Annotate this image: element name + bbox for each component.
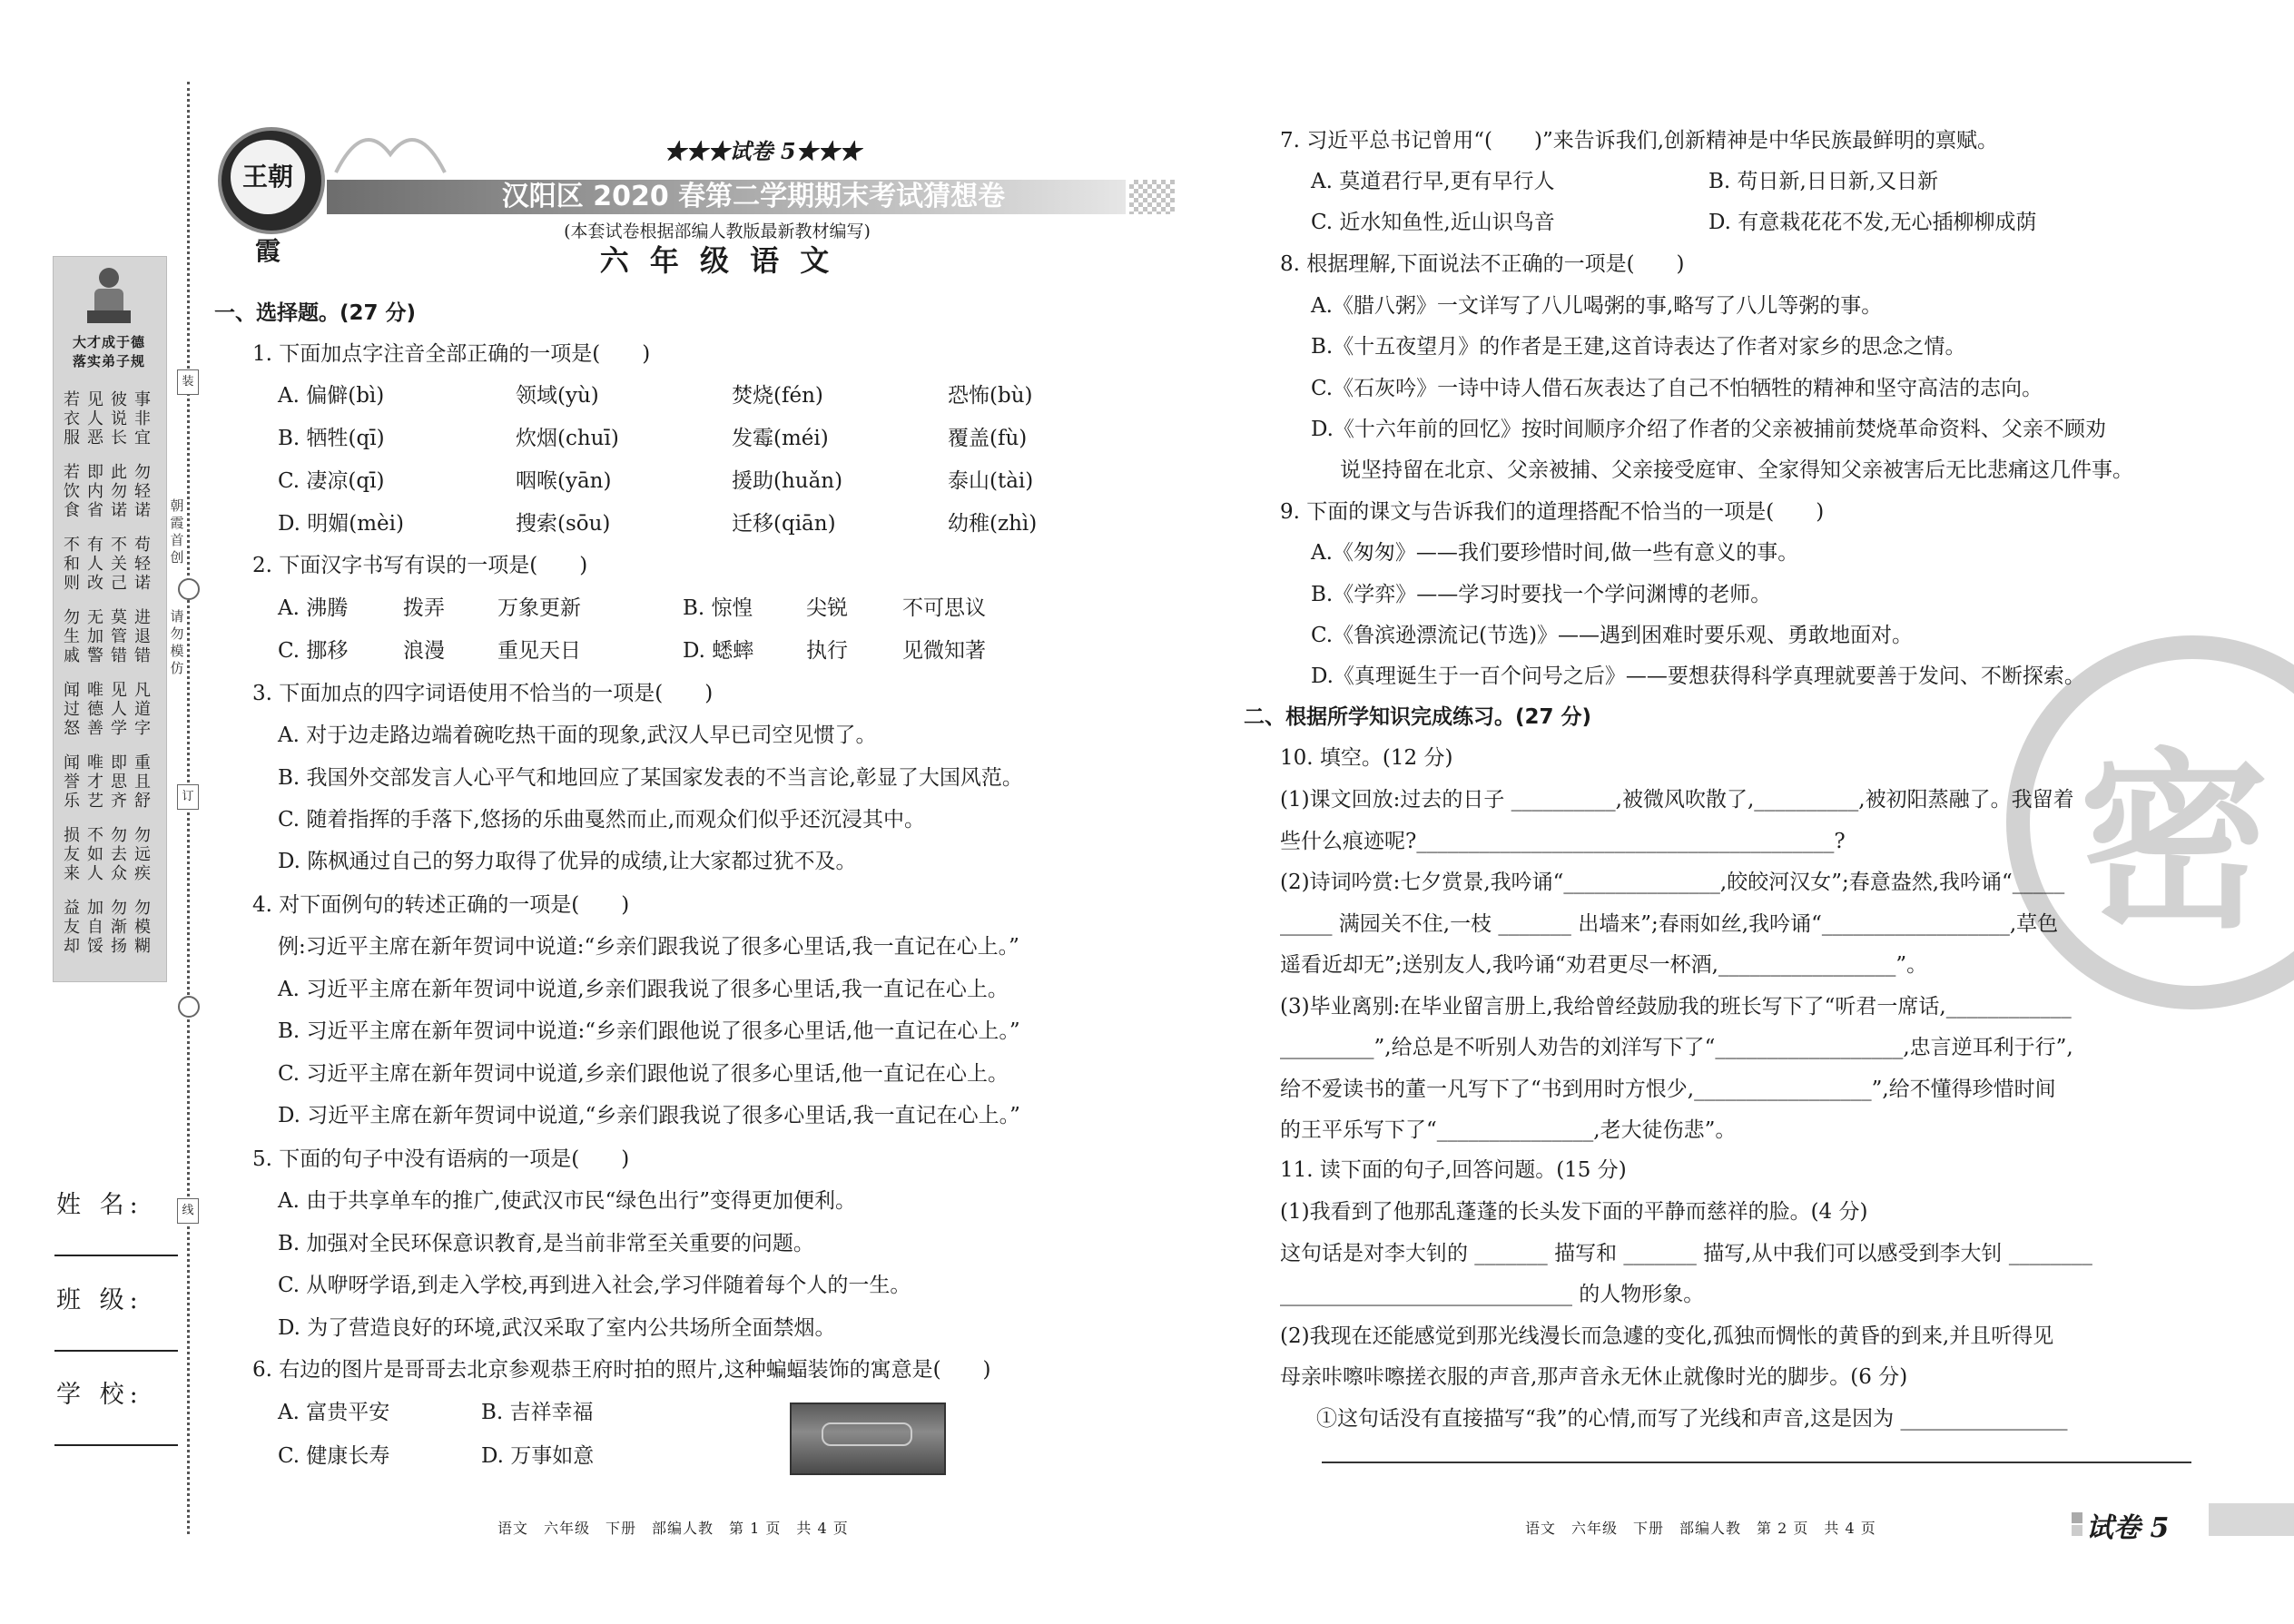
corner-square-2 <box>2072 1525 2082 1536</box>
q11-line: (1)我看到了他那乱蓬蓬的长头发下面的平静而慈祥的脸。(4 分) <box>1280 1200 1868 1224</box>
exam-subtitle: (本套试卷根据部编人教版最新教材编写) <box>564 221 871 241</box>
q1-option-cell: 泰山(tài) <box>948 469 1034 493</box>
motto-column: 不如人 <box>87 826 103 883</box>
motto-column: 唯才艺 <box>87 753 103 811</box>
motto-column: 凡道字 <box>134 681 151 738</box>
q8-option-a: A.《腊八粥》一文详写了八儿喝粥的事,略写了八儿等粥的事。 <box>1311 294 1883 318</box>
q5-option-d: D. 为了营造良好的环境,武汉采取了室内公共场所全面禁烟。 <box>278 1316 836 1340</box>
motto-title-line-2: 落实弟子规 <box>72 353 145 369</box>
q10-line: _____ 满园关不住,一枝 _______ 出墙来”;春雨如丝,我吟诵“__________________,草色 <box>1280 911 2059 936</box>
q2-option-cell: 浪漫 <box>403 639 445 663</box>
q2-option-cell: C. 挪移 <box>278 639 349 663</box>
school-label: 学 校: <box>56 1381 143 1409</box>
q1-option-cell: 炊烟(chuī) <box>516 427 619 450</box>
q3-option-d: D. 陈枫通过自己的努力取得了优异的成绩,让大家都过犹不及。 <box>278 850 857 873</box>
q3-option-a: A. 对于边走路边端着碗吃热干面的现象,武汉人早已司空见惯了。 <box>278 723 877 747</box>
q4-option-b: B. 习近平主席在新年贺词中说道:“乡亲们跟他说了很多心里话,他一直记在心上。” <box>278 1019 1020 1043</box>
q1-option-cell: B. 牺牲(qī) <box>278 427 385 450</box>
q5-option-c: C. 从咿呀学语,到走入学校,再到进入社会,学习伴随着每个人的一生。 <box>278 1274 911 1297</box>
right-page-footer: 语文 六年级 下册 部编人教 第 2 页 共 4 页 <box>1525 1520 1876 1537</box>
q6-stem: 6. 右边的图片是哥哥去北京参观恭王府时拍的照片,这种蝙蝠装饰的寓意是( ) <box>252 1358 991 1382</box>
motto-column: 加自馁 <box>87 899 103 956</box>
q3-option-b: B. 我国外交部发言人心平气和地回应了某国家发表的不当言论,彰显了大国风范。 <box>278 766 1023 790</box>
motto-column: 有人改 <box>87 536 103 593</box>
motto-title-line-1: 大才成于德 <box>72 334 145 350</box>
q5-option-b: B. 加强对全民环保意识教育,是当前非常至关重要的问题。 <box>278 1232 814 1255</box>
motto-column: 若衣服 <box>64 390 80 448</box>
q4-option-a: A. 习近平主席在新年贺词中说道,乡亲们跟我说了很多心里话,我一直记在心上。 <box>278 978 1009 1001</box>
q10-stem: 10. 填空。(12 分) <box>1280 746 1453 770</box>
q2-option-cell: A. 沸腾 <box>278 596 349 620</box>
left-page-footer: 语文 六年级 下册 部编人教 第 1 页 共 4 页 <box>497 1520 849 1537</box>
watermark-stamp-char: 密 <box>2079 730 2270 954</box>
q2-option-cell: 尖锐 <box>806 596 848 620</box>
vertical-note-2: 请勿模仿 <box>170 608 184 676</box>
binding-ring-2 <box>178 996 200 1018</box>
motto-column: 见人恶 <box>87 390 103 448</box>
q4-stem: 4. 对下面例句的转述正确的一项是( ) <box>252 893 630 917</box>
motto-column: 闻誉乐 <box>64 753 80 811</box>
q1-stem: 1. 下面加点字注音全部正确的一项是( ) <box>252 342 651 366</box>
motto-column: 唯德善 <box>87 681 103 738</box>
q11-line: ____________________________ 的人物形象。 <box>1280 1283 1705 1306</box>
motto-column: 若饮食 <box>64 463 80 520</box>
vertical-note-1: 朝霞首创 <box>170 497 184 566</box>
class-field[interactable] <box>54 1350 178 1352</box>
q7-stem: 7. 习近平总书记曾用“( )”来告诉我们,创新精神是中华民族最鲜明的禀赋。 <box>1280 129 1999 153</box>
q3-stem: 3. 下面加点的四字词语使用不恰当的一项是( ) <box>252 682 714 705</box>
binding-tab-3: 线 <box>177 1198 199 1224</box>
corner-bar <box>2209 1503 2294 1536</box>
q1-option-cell: 幼稚(zhì) <box>948 512 1038 536</box>
answer-line[interactable] <box>1322 1462 2191 1463</box>
q10-line: _________”,给总是不听别人劝告的刘洋写下了“__________________,忠言逆耳利于行”, <box>1280 1036 2073 1059</box>
q6-option-b: B. 吉祥幸福 <box>481 1401 594 1424</box>
scholar-figure-icon <box>84 263 134 327</box>
brand-logo-text: 王朝霞 <box>231 140 305 214</box>
q10-line: 遥看近却无”;送别友人,我吟诵“劝君更尽一杯酒,_________________”。 <box>1280 953 1928 977</box>
q10-line: (2)诗词吟赏:七夕赏景,我吟诵“_______________,皎皎河汉女”;春意盎然,我吟诵“_____ <box>1280 871 2065 894</box>
grade-subject: 六 年 级 语 文 <box>599 243 835 278</box>
q9-option-a: A.《匆匆》——我们要珍惜时间,做一些有意义的事。 <box>1311 541 1799 565</box>
motto-column: 勿生戚 <box>64 608 80 665</box>
motto-column: 莫管错 <box>111 608 127 665</box>
q2-option-cell: 重见天日 <box>497 639 581 663</box>
motto-column: 益友却 <box>64 899 80 956</box>
q9-option-b: B.《学弈》——学习时要找一个学问渊博的老师。 <box>1311 583 1772 606</box>
q9-option-d: D.《真理诞生于一百个问号之后》——要想获得科学真理就要善于发问、不断探索。 <box>1311 664 2085 688</box>
q11-line: ①这句话没有直接描写“我”的心情,而写了光线和声音,这是因为 ________________ <box>1316 1406 2068 1431</box>
q1-option-cell: 援助(huǎn) <box>732 469 843 493</box>
motto-column: 进退错 <box>134 608 151 665</box>
q5-option-a: A. 由于共享单车的推广,使武汉市民“绿色出行”变得更加便利。 <box>278 1189 857 1213</box>
motto-column: 即内省 <box>87 463 103 520</box>
motto-column: 彼说长 <box>111 390 127 448</box>
q2-option-cell: 拨弄 <box>403 596 445 620</box>
q7-option-c: C. 近水知鱼性,近山识鸟音 <box>1311 211 1555 234</box>
binding-tab-1: 装 <box>177 369 199 395</box>
paper-number: ★★★试卷 5★★★ <box>664 138 861 164</box>
q10-line: (1)课文回放:过去的日子 __________,被微风吹散了,__________,被初阳蒸融了。我留着 <box>1280 788 2074 812</box>
q11-line: 这句话是对李大钊的 _______ 描写和 _______ 描写,从中我们可以感受到李大钊 ________ <box>1280 1241 2092 1265</box>
motto-column: 勿轻诺 <box>134 463 151 520</box>
q2-option-cell: 万象更新 <box>497 596 581 620</box>
q1-option-cell: 焚烧(fén) <box>732 384 823 408</box>
q8-option-b: B.《十五夜望月》的作者是王建,这首诗表达了作者对家乡的思念之情。 <box>1311 335 1966 359</box>
binding-tab-2: 订 <box>177 784 199 810</box>
q1-option-cell: 搜索(sōu) <box>516 512 611 536</box>
class-label: 班 级: <box>56 1286 143 1314</box>
q8-option-d: D.《十六年前的回忆》按时间顺序介绍了作者的父亲被捕前焚烧革命资料、父亲不顾劝 <box>1311 418 2106 441</box>
q1-option-cell: 领域(yù) <box>516 384 599 408</box>
q1-option-cell: 迁移(qiān) <box>732 512 836 536</box>
q10-line: (3)毕业离别:在毕业留言册上,我给曾经鼓励我的班长写下了“听君一席话,____________ <box>1280 994 2072 1019</box>
q1-option-cell: C. 凄凉(qī) <box>278 469 385 493</box>
q10-line: 些什么痕迹呢?________________________________________? <box>1280 829 1846 853</box>
school-field[interactable] <box>54 1444 178 1446</box>
q10-line: 给不爱读书的董一凡写下了“书到用时方恨少,_________________”,给不懂得珍惜时间 <box>1280 1077 2056 1101</box>
motto-column: 无加警 <box>87 608 103 665</box>
q4-option-c: C. 习近平主席在新年贺词中说道,乡亲们跟他说了很多心里话,他一直记在心上。 <box>278 1062 1009 1086</box>
q2-option-cell: 不可思议 <box>902 596 986 620</box>
q2-option-cell: B. 惊惶 <box>683 596 753 620</box>
q1-option-cell: A. 偏僻(bì) <box>278 384 385 408</box>
q8-option-d-cont: 说坚持留在北京、父亲被捕、父亲接受庭审、全家得知父亲被害后无比悲痛这几件事。 <box>1340 458 2133 482</box>
q7-option-b: B. 苟日新,日日新,又日新 <box>1708 170 1939 193</box>
motto-column: 重且舒 <box>134 753 151 811</box>
binding-ring-1 <box>178 578 200 600</box>
motto-column: 不关己 <box>111 536 127 593</box>
q7-option-d: D. 有意栽花花不发,无心插柳柳成荫 <box>1708 211 2037 234</box>
motto-column: 见人学 <box>111 681 127 738</box>
motto-column: 勿模糊 <box>134 899 151 956</box>
q11-stem: 11. 读下面的句子,回答问题。(15 分) <box>1280 1158 1627 1182</box>
motto-column: 勿远疾 <box>134 826 151 883</box>
bat-ornament-icon <box>822 1422 912 1446</box>
motto-column: 苟轻诺 <box>134 536 151 593</box>
motto-column: 不和则 <box>64 536 80 593</box>
q5-stem: 5. 下面的句子中没有语病的一项是( ) <box>252 1147 630 1171</box>
q6-option-d: D. 万事如意 <box>481 1444 595 1468</box>
q1-option-cell: D. 明媚(mèi) <box>278 512 404 536</box>
motto-column: 勿去众 <box>111 826 127 883</box>
q1-option-cell: 恐怖(bù) <box>948 384 1033 408</box>
q6-option-c: C. 健康长寿 <box>278 1444 390 1468</box>
q10-line: 的王平乐写下了“_______________,老大徒伤悲”。 <box>1280 1118 1737 1142</box>
q11-line: 母亲咔嚓咔嚓搓衣服的声音,那声音永无休止就像时光的脚步。(6 分) <box>1280 1365 1908 1389</box>
q8-option-c: C.《石灰吟》一诗中诗人借石灰表达了自己不怕牺牲的精神和坚守高洁的志向。 <box>1311 377 2043 400</box>
q6-option-a: A. 富贵平安 <box>278 1401 390 1424</box>
q4-example: 例:习近平主席在新年贺词中说道:“乡亲们跟我说了很多心里话,我一直记在心上。” <box>278 935 1019 959</box>
q1-option-cell: 咽喉(yān) <box>516 469 612 493</box>
q11-line: (2)我现在还能感觉到那光线漫长而急遽的变化,孤独而惆怅的黄昏的到来,并且听得见 <box>1280 1324 2054 1348</box>
name-label: 姓 名: <box>56 1191 143 1219</box>
motto-title <box>54 333 163 371</box>
q7-option-a: A. 莫道君行早,更有早行人 <box>1311 170 1555 193</box>
q9-stem: 9. 下面的课文与告诉我们的道理搭配不恰当的一项是( ) <box>1280 500 1825 524</box>
corner-paper-label: 试卷 5 <box>2086 1512 2170 1544</box>
motto-column: 勿渐扬 <box>111 899 127 956</box>
q3-option-c: C. 随着指挥的手落下,悠扬的乐曲戛然而止,而观众们似乎还沉浸其中。 <box>278 808 926 832</box>
q2-stem: 2. 下面汉字书写有误的一项是( ) <box>252 554 588 577</box>
motto-column: 损友来 <box>64 826 80 883</box>
q1-option-cell: 覆盖(fù) <box>948 427 1028 450</box>
q2-option-cell: 见微知著 <box>902 639 986 663</box>
q2-option-cell: 执行 <box>806 639 848 663</box>
banner-checker-decoration <box>1129 180 1175 214</box>
q8-stem: 8. 根据理解,下面说法不正确的一项是( ) <box>1280 252 1685 276</box>
motto-column: 闻过怒 <box>64 681 80 738</box>
section-1-heading: 一、选择题。(27 分) <box>214 301 417 325</box>
q2-option-cell: D. 蟋蟀 <box>683 639 754 663</box>
motto-column: 此勿诺 <box>111 463 127 520</box>
name-field[interactable] <box>54 1255 178 1256</box>
exam-title: 汉阳区 2020 春第二学期期末考试猜想卷 <box>501 181 1006 212</box>
q1-option-cell: 发霉(méi) <box>732 427 829 450</box>
ribbon-bow-icon <box>327 118 454 182</box>
corner-square-1 <box>2072 1512 2082 1523</box>
q9-option-c: C.《鲁滨逊漂流记(节选)》——遇到困难时要乐观、勇敢地面对。 <box>1311 624 1914 647</box>
q4-option-d: D. 习近平主席在新年贺词中说道,“乡亲们跟我说了很多心里话,我一直记在心上。” <box>278 1104 1020 1127</box>
section-2-heading: 二、根据所学知识完成练习。(27 分) <box>1244 705 1592 729</box>
motto-column: 事非宜 <box>134 390 151 448</box>
motto-column: 即思齐 <box>111 753 127 811</box>
